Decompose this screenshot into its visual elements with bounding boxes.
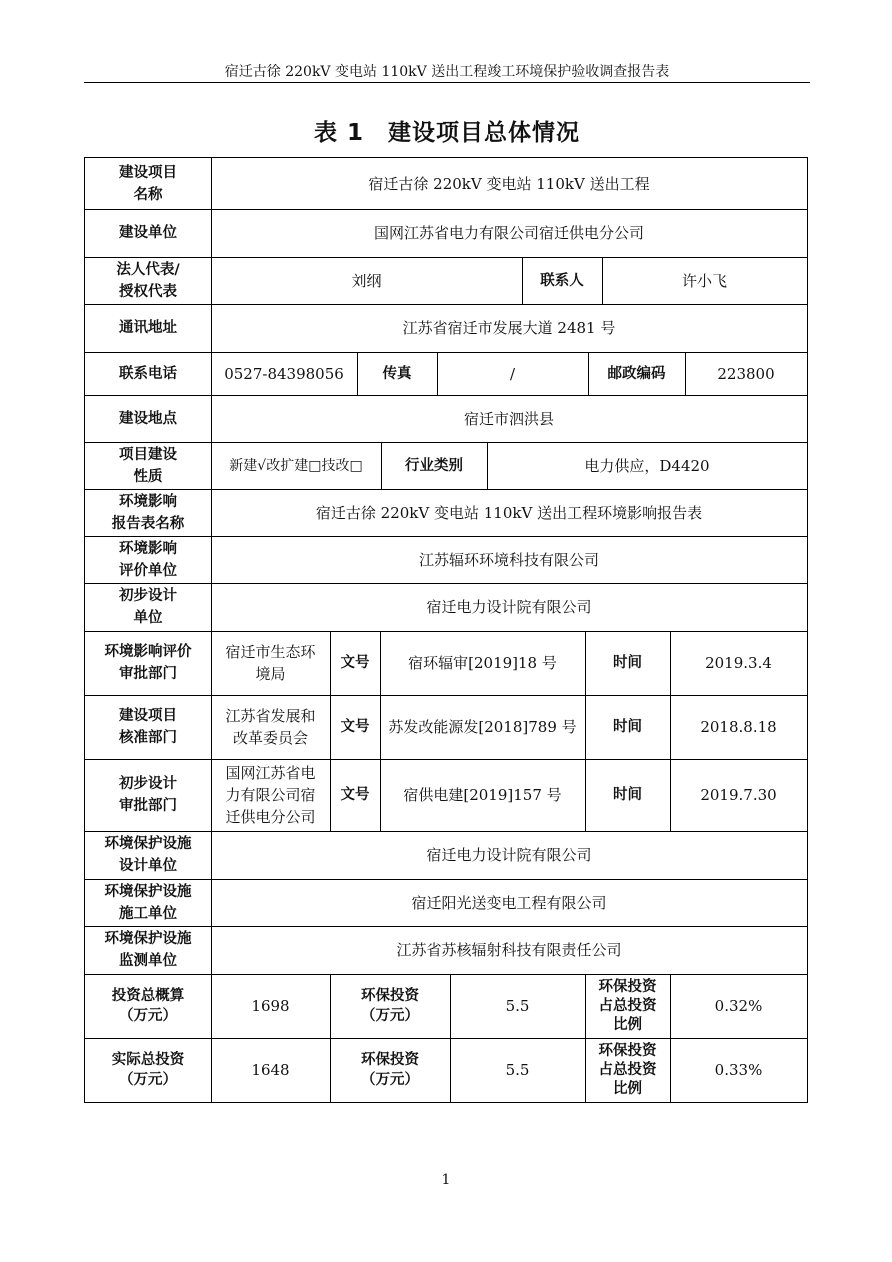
label-eia-unit: 环境影响 评价单位	[119, 540, 177, 579]
label-ratio-1: 环保投资 占总投资 比例	[598, 978, 657, 1033]
label-builder: 建设单位	[119, 225, 177, 241]
value-time-1: 2019.3.4	[705, 654, 772, 672]
value-address: 江苏省宿迁市发展大道 2481 号	[402, 319, 616, 337]
running-header: 宿迁古徐 220kV 变电站 110kV 送出工程竣工环境保护验收调查报告表	[224, 64, 670, 80]
label-env-invest-1: 环保投资 （万元）	[361, 988, 419, 1024]
value-ratio-1: 0.32%	[714, 997, 763, 1015]
value-env-invest-2: 5.5	[505, 1061, 530, 1079]
label-eia-report: 环境影响 报告表名称	[111, 493, 185, 532]
label-industry: 行业类别	[405, 457, 463, 474]
label-project-name: 建设项目 名称	[119, 164, 177, 203]
label-site: 建设地点	[119, 410, 177, 427]
label-phone: 联系电话	[119, 365, 177, 382]
value-zip: 223800	[717, 364, 775, 383]
value-eia-approval-dept: 宿迁市生态环 境局	[225, 643, 316, 683]
label-doc-3: 文号	[340, 787, 370, 803]
value-nature: 新建√改扩建□技改□	[229, 457, 363, 474]
value-time-3: 2019.7.30	[700, 786, 777, 804]
value-env-construct: 宿迁阳光送变电工程有限公司	[411, 893, 607, 912]
label-fax: 传真	[382, 365, 412, 382]
value-eia-report: 宿迁古徐 220kV 变电站 110kV 送出工程环境影响报告表	[315, 503, 703, 522]
label-contact: 联系人	[540, 272, 584, 289]
label-design-approval: 初步设计 审批部门	[119, 776, 177, 814]
value-doc-1: 宿环辐审[2019]18 号	[408, 654, 557, 672]
label-env-design: 环境保护设施 设计单位	[104, 836, 192, 874]
value-eia-unit: 江苏辐环环境科技有限公司	[418, 550, 599, 569]
value-contact: 许小飞	[681, 271, 727, 290]
label-time-3: 时间	[613, 787, 642, 803]
label-ratio-2: 环保投资 占总投资 比例	[598, 1042, 657, 1097]
label-env-construct: 环境保护设施 施工单位	[104, 883, 192, 922]
value-prelim-design: 宿迁电力设计院有限公司	[426, 598, 592, 616]
value-project-name: 宿迁古徐 220kV 变电站 110kV 送出工程	[368, 174, 650, 193]
label-doc-1: 文号	[340, 655, 370, 671]
label-time-1: 时间	[613, 655, 642, 671]
value-budget: 1698	[251, 997, 290, 1015]
header-rule	[84, 82, 810, 83]
value-ratio-2: 0.33%	[714, 1061, 763, 1079]
label-time-2: 时间	[613, 719, 642, 735]
value-industry: 电力供应，D4420	[584, 456, 710, 475]
label-env-monitor: 环境保护设施 监测单位	[104, 931, 192, 969]
value-legal-rep: 刘纲	[351, 271, 382, 290]
label-env-invest-2: 环保投资 （万元）	[361, 1052, 419, 1088]
value-design-approval-dept: 国网江苏省电 力有限公司宿 迁供电分公司	[225, 764, 316, 826]
value-actual: 1648	[251, 1061, 290, 1079]
value-project-approval-dept: 江苏省发展和 改革委员会	[225, 707, 316, 747]
label-zip: 邮政编码	[607, 365, 666, 382]
value-doc-2: 苏发改能源发[2018]789 号	[388, 718, 577, 736]
project-overview-table	[84, 157, 808, 1103]
value-env-invest-1: 5.5	[505, 997, 530, 1015]
label-eia-approval: 环境影响评价 审批部门	[104, 644, 192, 682]
label-actual: 实际总投资 （万元）	[111, 1052, 185, 1088]
label-budget: 投资总概算 （万元）	[111, 988, 185, 1024]
value-env-design: 宿迁电力设计院有限公司	[426, 846, 592, 864]
value-site: 宿迁市泗洪县	[463, 409, 554, 428]
value-time-2: 2018.8.18	[700, 718, 777, 736]
label-nature: 项目建设 性质	[119, 446, 177, 485]
page-number: 1	[441, 1172, 451, 1188]
value-doc-3: 宿供电建[2019]157 号	[403, 786, 562, 804]
label-address: 通讯地址	[119, 320, 177, 336]
label-legal-rep: 法人代表/ 授权代表	[116, 261, 180, 300]
label-project-approval: 建设项目 核准部门	[119, 708, 177, 746]
value-builder: 国网江苏省电力有限公司宿迁供电分公司	[373, 224, 644, 242]
label-prelim-design: 初步设计 单位	[119, 588, 177, 626]
value-fax: /	[509, 364, 516, 383]
value-env-monitor: 江苏省苏核辐射科技有限责任公司	[396, 941, 622, 959]
label-doc-2: 文号	[340, 719, 370, 735]
value-phone: 0527-84398056	[224, 364, 344, 383]
table-title: 表 1 建设项目总体情况	[313, 120, 580, 146]
